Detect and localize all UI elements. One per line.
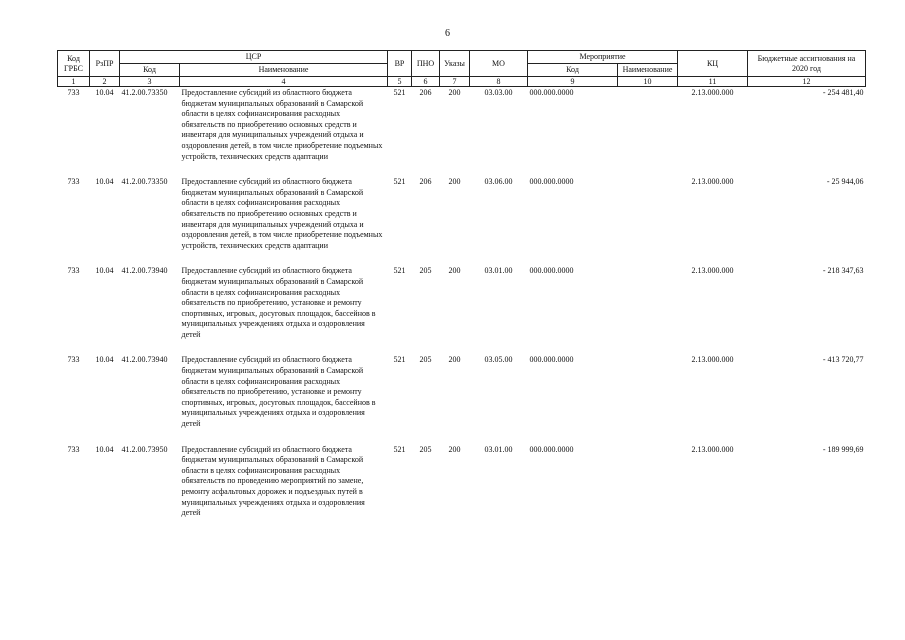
cell-mer-name bbox=[618, 265, 678, 354]
header-kc: КЦ bbox=[678, 51, 748, 77]
column-number-row bbox=[58, 77, 866, 87]
cell-grbs: 733 bbox=[67, 355, 80, 365]
cell-ukazy: 200 bbox=[448, 444, 461, 454]
cell-vr: 521 bbox=[393, 177, 406, 187]
header-pno: ПНО bbox=[412, 51, 440, 77]
column-number: 4 bbox=[180, 77, 388, 87]
page-number: 6 bbox=[445, 28, 450, 39]
cell-mer-name bbox=[618, 444, 678, 533]
column-number: 7 bbox=[440, 77, 470, 87]
column-number: 3 bbox=[120, 77, 180, 87]
table-body bbox=[58, 87, 866, 533]
cell-grbs: 733 bbox=[67, 266, 80, 276]
cell-rzpr: 10.04 bbox=[95, 177, 114, 187]
cell-amount: - 189 999,69 bbox=[822, 444, 864, 454]
cell-pno: 205 bbox=[419, 444, 432, 454]
cell-vr: 521 bbox=[393, 266, 406, 276]
column-number: 5 bbox=[388, 77, 412, 87]
cell-csr-code: 41.2.00.73940 bbox=[121, 355, 168, 365]
column-number: 12 bbox=[748, 77, 866, 87]
cell-mer-code: 000.000.0000 bbox=[529, 355, 574, 365]
cell-kc: 2.13.000.000 bbox=[691, 444, 734, 454]
cell-mer-code: 000.000.0000 bbox=[529, 266, 574, 276]
cell-vr: 521 bbox=[393, 444, 406, 454]
cell-name: Предоставление субсидий из областного бюджета бюджетам муниципальных образований в Самарской области в целях софинансирования расходных обязательств по приобретению, установке и ремонту спортивных, игровых, досуговых площадок, бассейнов в муниципальных учреждениях отдыха и оздоровления детей bbox=[181, 355, 376, 429]
cell-mer-name bbox=[618, 176, 678, 265]
header-ukazy: Указы bbox=[440, 51, 470, 77]
cell-csr-code: 41.2.00.73350 bbox=[121, 177, 168, 187]
cell-rzpr: 10.04 bbox=[95, 355, 114, 365]
cell-rzpr: 10.04 bbox=[95, 266, 114, 276]
header-csr: ЦСР bbox=[120, 51, 388, 64]
cell-name: Предоставление субсидий из областного бюджета бюджетам муниципальных образований в Самарской области в целях софинансирования расходных обязательств по приобретению, установке и ремонту спортивных, игровых, досуговых площадок, бассейнов в муниципальных учреждениях отдыха и оздоровления детей bbox=[181, 266, 376, 339]
cell-rzpr: 10.04 bbox=[95, 444, 114, 454]
cell-csr-code: 41.2.00.73950 bbox=[121, 444, 168, 454]
table-row bbox=[58, 87, 866, 177]
cell-amount: - 25 944,06 bbox=[826, 177, 864, 187]
cell-kc: 2.13.000.000 bbox=[691, 355, 734, 365]
header-vr: ВР bbox=[388, 51, 412, 77]
column-number: 2 bbox=[90, 77, 120, 87]
cell-vr: 521 bbox=[393, 355, 406, 365]
cell-amount: - 218 347,63 bbox=[822, 266, 864, 276]
header-csr-code: Код bbox=[120, 64, 180, 77]
header-mo: МО bbox=[470, 51, 528, 77]
cell-ukazy: 200 bbox=[448, 177, 461, 187]
cell-kc: 2.13.000.000 bbox=[691, 266, 734, 276]
cell-csr-code: 41.2.00.73350 bbox=[121, 88, 168, 97]
column-number: 6 bbox=[412, 77, 440, 87]
budget-table bbox=[57, 50, 866, 533]
cell-mer-code: 000.000.0000 bbox=[529, 444, 574, 454]
cell-ukazy: 200 bbox=[448, 266, 461, 276]
cell-mer-code: 000.000.0000 bbox=[529, 177, 574, 187]
header-mer-name: Наименование bbox=[618, 64, 678, 77]
header-grbs: Код ГРБС bbox=[58, 51, 90, 77]
cell-kc: 2.13.000.000 bbox=[691, 88, 734, 97]
cell-grbs: 733 bbox=[67, 444, 80, 454]
cell-vr: 521 bbox=[393, 88, 406, 97]
cell-grbs: 733 bbox=[67, 177, 80, 187]
header-rzpr: РзПР bbox=[90, 51, 120, 77]
cell-ukazy: 200 bbox=[448, 355, 461, 365]
cell-mer-code: 000.000.0000 bbox=[529, 88, 574, 97]
column-number: 10 bbox=[618, 77, 678, 87]
column-number: 11 bbox=[678, 77, 748, 87]
cell-pno: 205 bbox=[419, 266, 432, 276]
table-row bbox=[58, 176, 866, 265]
cell-ukazy: 200 bbox=[448, 88, 461, 97]
cell-mer-name bbox=[618, 87, 678, 177]
cell-pno: 205 bbox=[419, 355, 432, 365]
header-csr-name: Наименование bbox=[180, 64, 388, 77]
header-budget: Бюджетные ассигнования на 2020 год bbox=[748, 51, 866, 77]
column-number: 1 bbox=[58, 77, 90, 87]
cell-name: Предоставление субсидий из областного бюджета бюджетам муниципальных образований в Самарской области в целях софинансирования расходных обязательств по приобретению основных средств и инвентаря для муниципальных учреждений отдыха и оздоровления детей, в том числе приобретение подъемных устройств, технических средств адаптации bbox=[181, 177, 383, 250]
cell-amount: - 254 481,40 bbox=[822, 88, 864, 97]
table-row bbox=[58, 444, 866, 533]
cell-mo: 03.01.00 bbox=[484, 444, 513, 454]
table-row bbox=[58, 265, 866, 354]
column-number: 9 bbox=[528, 77, 618, 87]
cell-mo: 03.03.00 bbox=[484, 88, 513, 97]
cell-rzpr: 10.04 bbox=[95, 88, 114, 97]
cell-mo: 03.06.00 bbox=[484, 177, 513, 187]
cell-mo: 03.05.00 bbox=[484, 355, 513, 365]
column-number: 8 bbox=[470, 77, 528, 87]
cell-name: Предоставление субсидий из областного бюджета бюджетам муниципальных образований в Самарской области в целях софинансирования расходных обязательств по проведению мероприятий по замене, ремонту асфальтовых дорожек и подъездных путей в муниципальных учреждениях отдыха и оздоровления детей bbox=[181, 444, 365, 518]
cell-csr-code: 41.2.00.73940 bbox=[121, 266, 168, 276]
header-mer-code: Код bbox=[528, 64, 618, 77]
cell-grbs: 733 bbox=[67, 88, 80, 97]
table-header bbox=[58, 51, 866, 87]
header-meropriyatie: Мероприятие bbox=[528, 51, 678, 64]
cell-mo: 03.01.00 bbox=[484, 266, 513, 276]
cell-amount: - 413 720,77 bbox=[822, 355, 864, 365]
cell-pno: 206 bbox=[419, 177, 432, 187]
cell-pno: 206 bbox=[419, 88, 432, 97]
table-row bbox=[58, 354, 866, 443]
cell-kc: 2.13.000.000 bbox=[691, 177, 734, 187]
cell-name: Предоставление субсидий из областного бюджета бюджетам муниципальных образований в Самарской области в целях софинансирования расходных обязательств по приобретению основных средств и инвентаря для муниципальных учреждений отдыха и оздоровления детей, в том числе приобретение подъемных устройств, технических средств адаптации bbox=[181, 88, 383, 161]
cell-mer-name bbox=[618, 354, 678, 443]
